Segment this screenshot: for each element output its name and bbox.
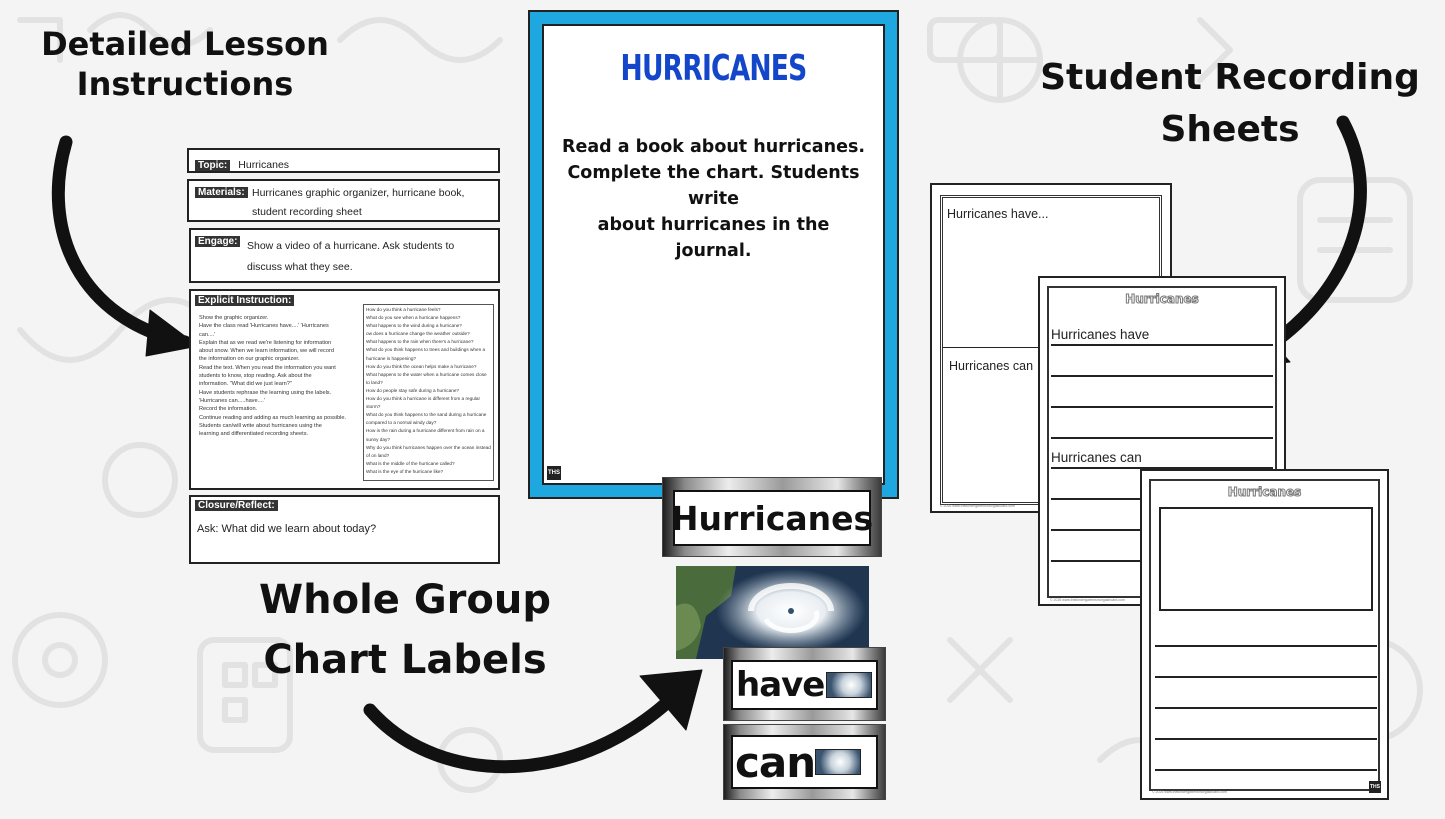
student-recording-heading: Student Recording Sheets: [1040, 57, 1420, 151]
question-item: How is the rain during a hurricane different from rain on a: [366, 428, 485, 434]
topic-value: Hurricanes: [238, 159, 290, 171]
sheet-1-footer: © 2025 www.thekindergartensmorgasboard.com: [940, 504, 1015, 508]
sheet-2-rule: [1051, 406, 1273, 408]
engage-tag: Engage:: [195, 236, 240, 247]
question-item: What is the middle of the hurricane called?: [366, 460, 455, 466]
card-instructions-line: Read a book about hurricanes.: [562, 137, 866, 157]
lesson-explicit-box: [189, 289, 500, 490]
question-item: What do you think happens to the sand during a hurricane: [366, 412, 487, 418]
sheet-3-rule: [1155, 738, 1377, 740]
question-item: What is the eye of the hurricane like?: [366, 468, 444, 474]
explicit-tag: Explicit Instruction:: [195, 295, 294, 306]
engage-line-1: Show a video of a hurricane. Ask students to: [247, 240, 455, 252]
explicit-step: the information on our graphic organizer.: [199, 356, 300, 363]
closure-tag: Closure/Reflect:: [195, 500, 278, 511]
card-instructions: [562, 134, 865, 264]
card-title: HURRICANES: [620, 48, 807, 89]
explicit-step: Have students rephrase the learning using the labels.: [199, 389, 332, 396]
hurricanes-title-label: [662, 477, 882, 557]
explicit-step: Explain that as we read we're listening for information: [199, 339, 332, 346]
ths-logo: THS: [547, 466, 561, 480]
sheet-2-footer: © 2025 www.thekindergartensmorgasboard.com: [1050, 598, 1125, 602]
question-item: How do you think the ocean helps make a hurricane?: [366, 363, 477, 369]
question-item: storm?: [366, 404, 381, 410]
explicit-step: Have the class read 'Hurricanes have....' 'Hurricanes: [199, 323, 329, 330]
question-item: Why do you think hurricanes happen over the ocean instead: [366, 444, 491, 450]
discussion-questions-box: [363, 304, 494, 481]
question-item: to land?: [366, 379, 383, 385]
materials-line-2: student recording sheet: [252, 206, 362, 218]
lesson-closure-box: [189, 495, 500, 564]
hurricane-mini-icon: [815, 749, 861, 775]
lesson-topic-box: [187, 148, 500, 173]
can-label-word: can: [735, 737, 816, 787]
question-item: What happens to the water when a hurricane comes close: [366, 371, 487, 377]
sheet-1-have-prompt: Hurricanes have...: [947, 207, 1049, 221]
materials-line-1: Hurricanes graphic organizer, hurricane book,: [252, 187, 465, 199]
sheet-3-rule: [1155, 769, 1377, 771]
topic-tag: Topic:: [195, 160, 230, 171]
lesson-materials-box: [187, 179, 500, 222]
question-item: How do people stay safe during a hurricane?: [366, 387, 460, 393]
sheet-1-can-prompt: Hurricanes can: [949, 359, 1034, 373]
chart-labels-heading: Whole Group Chart Labels: [259, 577, 551, 683]
question-item: compared to a normal windy day?: [366, 420, 437, 426]
have-label-word: have: [736, 665, 825, 705]
sheet-2-rule: [1051, 437, 1273, 439]
question-item: What do you see when a hurricane happens?: [366, 315, 461, 321]
sheet-3-footer: © 2025 www.thekindergartensmorgasboard.com: [1152, 790, 1227, 794]
activity-card: [528, 10, 899, 499]
explicit-steps: [199, 314, 364, 438]
hurricane-satellite-photo: [676, 566, 869, 659]
question-item: What do you think happens to trees and buildings when a: [366, 347, 486, 353]
explicit-step: Read the text. When you read the information you want: [199, 364, 336, 371]
explicit-step: Continue reading and adding as much learning as possible.: [199, 414, 347, 421]
sheet-3-rule: [1155, 707, 1377, 709]
sheet-2-rule: [1051, 344, 1273, 346]
sheet-3-rule: [1155, 645, 1377, 647]
sheet-2-rule: [1051, 375, 1273, 377]
sheet-3-title: Hurricanes: [1227, 485, 1302, 499]
explicit-step: about snow. When we learn information, we will record: [199, 348, 334, 355]
can-label: [723, 724, 886, 800]
closure-text: Ask: What did we learn about today?: [197, 523, 377, 535]
explicit-step: can....': [199, 331, 216, 338]
card-instructions-line: about hurricanes in the journal.: [597, 215, 830, 261]
question-item: hurricane is happening?: [366, 355, 417, 361]
question-item: How do you think a hurricane feels?: [366, 307, 441, 312]
sheet-2-have-prompt: Hurricanes have: [1051, 327, 1150, 342]
question-item: What happens to the rain when there's a hurricane?: [366, 339, 474, 345]
lesson-engage-box: [189, 228, 500, 283]
sheet-3-drawing-box: [1159, 507, 1373, 611]
engage-line-2: discuss what they see.: [247, 261, 353, 273]
question-item: What happens to the wind during a hurricane?: [366, 323, 462, 329]
explicit-step: learning and differentiated recording sheets.: [199, 431, 309, 438]
explicit-step: Record the information.: [199, 406, 258, 413]
sheet-3-rule: [1155, 676, 1377, 678]
recording-sheet-3: [1140, 469, 1389, 800]
explicit-step: Students can/will write about hurricanes using the: [199, 422, 322, 429]
activity-card-inner: [542, 24, 885, 485]
question-item: sunny day?: [366, 436, 390, 442]
question-item: How do you think a hurricane is different from a regular: [366, 396, 481, 402]
sheet-2-title: Hurricanes: [1125, 292, 1199, 306]
explicit-step: students to know, stop reading. Ask about the: [199, 373, 312, 380]
lesson-instructions-heading: Detailed Lesson Instructions: [41, 25, 329, 103]
ths-logo: THS: [1369, 781, 1381, 793]
materials-tag: Materials:: [195, 187, 248, 198]
explicit-step: Show the graphic organizer.: [199, 315, 269, 321]
hurricanes-label-word: Hurricanes: [670, 498, 874, 538]
question-item: of on land?: [366, 452, 390, 458]
sheet-2-can-prompt: Hurricanes can: [1051, 450, 1142, 465]
hurricane-mini-icon: [826, 672, 872, 698]
have-label: [723, 647, 886, 721]
explicit-step: information. "What did we just learn?": [199, 381, 292, 388]
card-instructions-line: Complete the chart. Students write: [567, 163, 860, 209]
question-item: ow does a hurricane change the weather outside?: [366, 331, 470, 337]
explicit-step: 'Hurricanes can.....have....': [199, 397, 265, 404]
